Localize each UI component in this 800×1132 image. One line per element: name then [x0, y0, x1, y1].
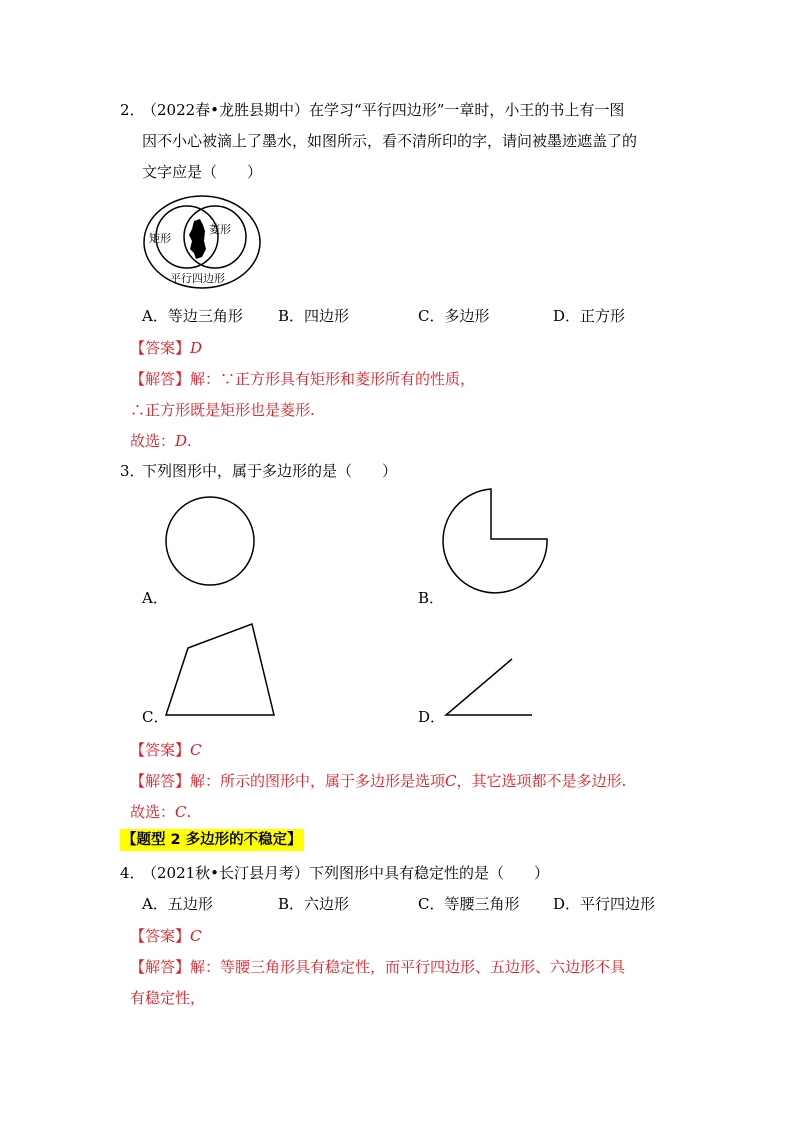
q2-answer — [130, 337, 202, 358]
answer-value: C — [190, 741, 202, 759]
solution-text: 解：∵正方形具有矩形和菱形所有的性质， — [190, 370, 476, 388]
q3-solution-line2 — [130, 801, 191, 822]
q3-figure-quadrilateral — [160, 620, 280, 720]
q2-stem-line2: 因不小心被滴上了墨水，如图所示，看不清所印的字，请问被墨迹遮盖了的 — [142, 132, 638, 150]
q2-solution-line2: ∴正方形既是矩形也是菱形. — [130, 401, 315, 419]
answer-label: 【答案】 — [130, 927, 191, 945]
choose-prefix: 故选： — [130, 432, 176, 450]
ink-blot — [189, 219, 206, 259]
q4-option-b: B．六边形 — [278, 895, 350, 913]
section-title: 【题型 2 多边形的不稳定】 — [120, 829, 304, 851]
choose-prefix: 故选： — [130, 803, 176, 821]
solution-text-b: ，其它选项都不是多边形. — [456, 772, 627, 790]
answer-label: 【答案】 — [130, 339, 191, 357]
q3-figure-circle — [165, 496, 255, 586]
answer-value: C — [190, 927, 202, 945]
solution-text: 解：等腰三角形具有稳定性，而平行四边形、五边形、六边形不具 — [190, 958, 626, 976]
q3-number: 3． — [120, 462, 145, 480]
solution-text-a: 解：所示的图形中，属于多边形是选项 — [190, 772, 446, 790]
q3-option-d-label: D． — [418, 708, 446, 726]
q2-option-d: D．正方形 — [553, 307, 626, 325]
q4-answer — [130, 925, 202, 946]
q3-stem: 下列图形中，属于多边形的是（ ） — [142, 462, 398, 480]
q4-solution-line2: 有稳定性， — [130, 989, 206, 1007]
q2-option-b: B．四边形 — [278, 307, 350, 325]
q4-stem: （2021秋•长汀县月考）下列图形中具有稳定性的是（ ） — [142, 864, 550, 882]
q3-answer — [130, 739, 202, 760]
q3-option-b-label: B． — [418, 589, 445, 607]
q2-stem-line1: （2022春•龙胜县期中）在学习“平行四边形”一章时，小王的书上有一图 — [142, 101, 625, 119]
q2-stem-line3: 文字应是（ ） — [142, 163, 263, 181]
q3-figure-angle — [440, 655, 540, 720]
choose-suffix: . — [186, 803, 192, 821]
venn-label-bottom: 平行四边形 — [170, 272, 225, 285]
q4-option-d: D．平行四边形 — [553, 895, 656, 913]
q3-figure-sector — [443, 487, 553, 589]
q4-number: 4． — [120, 864, 145, 882]
solution-value: C — [445, 772, 457, 790]
solution-label: 【解答】 — [130, 958, 191, 976]
q4-option-c: C．等腰三角形 — [418, 895, 520, 913]
q4-solution-line1 — [130, 956, 625, 977]
q3-option-c-label: C． — [142, 708, 169, 726]
solution-label: 【解答】 — [130, 772, 191, 790]
answer-label: 【答案】 — [130, 741, 191, 759]
q2-option-a: A．等边三角形 — [142, 307, 243, 325]
choose-value: D — [175, 432, 188, 450]
solution-label: 【解答】 — [130, 370, 191, 388]
answer-value: D — [190, 339, 203, 357]
q2-solution-line3 — [130, 430, 192, 451]
venn-label-left: 矩形 — [149, 232, 171, 245]
q4-option-a: A．五边形 — [142, 895, 213, 913]
q2-option-c: C．多边形 — [418, 307, 490, 325]
choose-suffix: . — [187, 432, 192, 450]
q3-option-a-label: A． — [142, 589, 168, 607]
venn-label-right: 菱形 — [209, 223, 231, 236]
choose-value: C — [175, 803, 187, 821]
q2-number: 2． — [120, 101, 145, 119]
q2-solution-line1 — [130, 368, 475, 389]
q3-solution-line1 — [130, 770, 626, 791]
